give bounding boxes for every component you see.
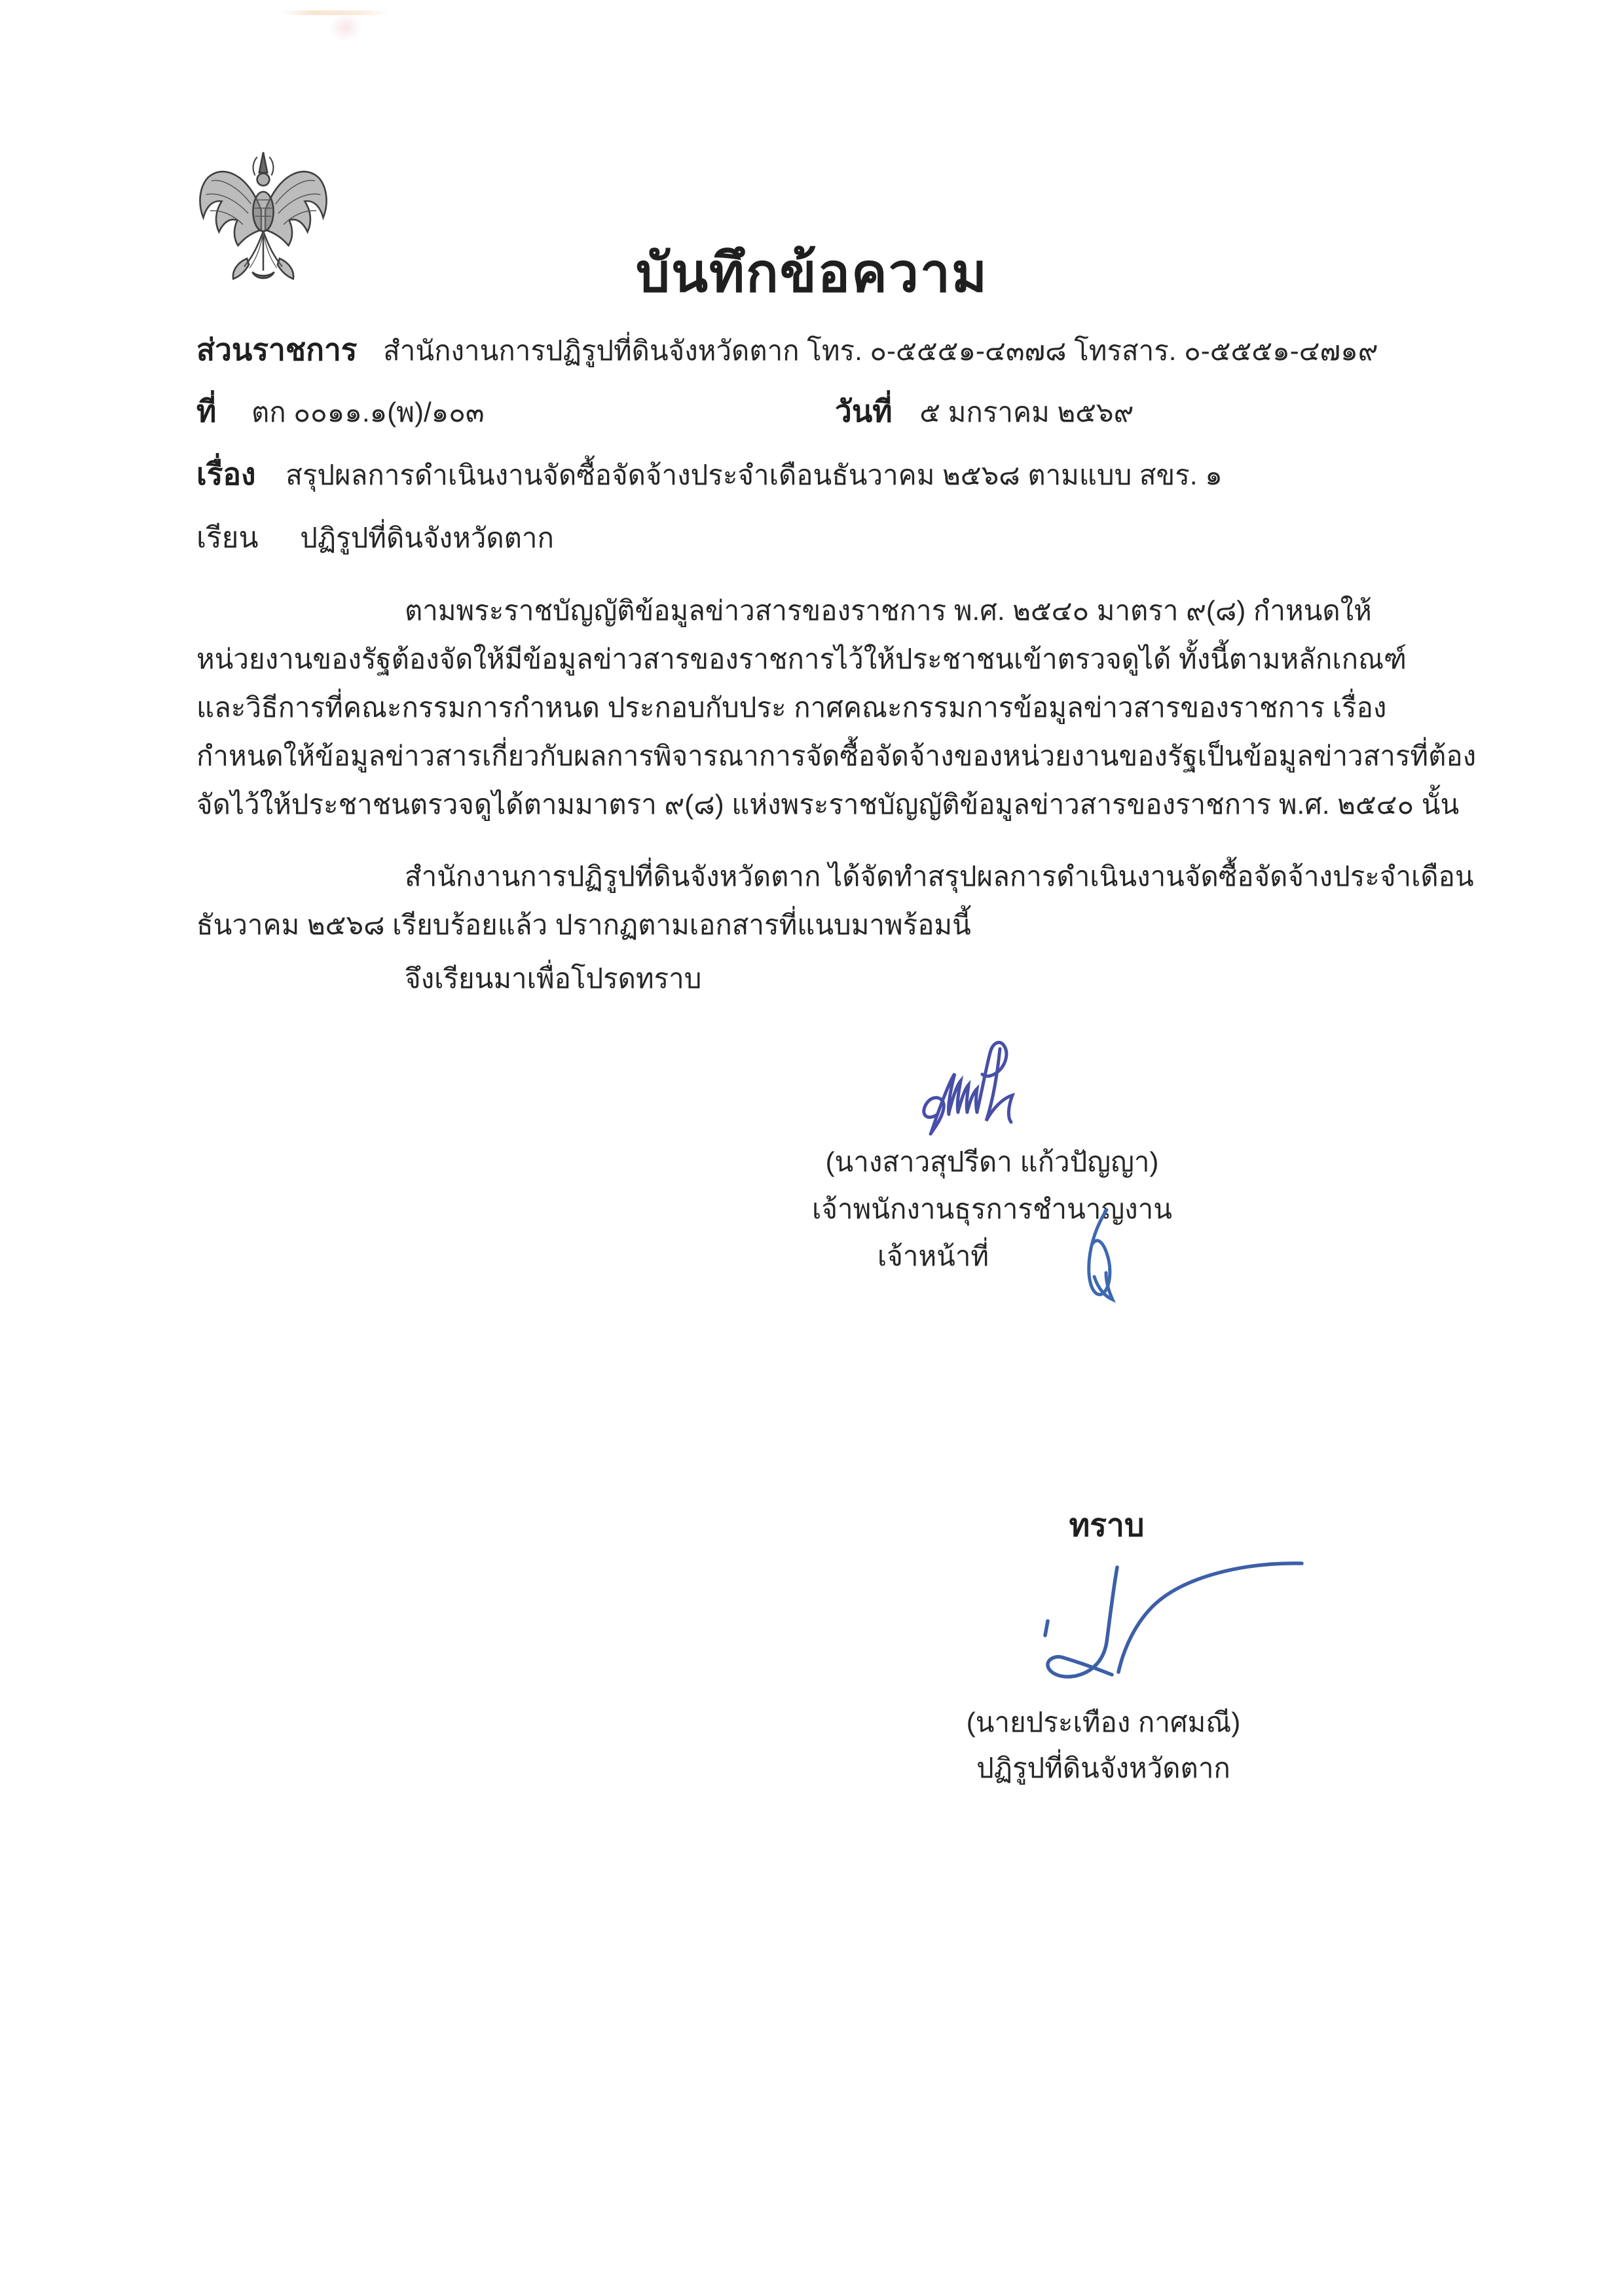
scan-artifact-line [282, 10, 390, 15]
signer1-role: เจ้าหน้าที่ [877, 1241, 989, 1271]
paragraph1-line3: และวิธีการที่คณะกรรมการกำหนด ประกอบกับประ กาศคณะกรรมการข้อมูลข่าวสารของราชการ เรื่อง [196, 692, 1387, 723]
signer2-name: (นายประเทือง กาศมณี) [966, 1707, 1241, 1738]
closing-line: จึงเรียนมาเพื่อโปรดทราบ [405, 963, 702, 994]
memo-title: บันทึกข้อความ [635, 244, 989, 303]
signer1-position: เจ้าพนักงานธุรการชำนาญงาน [812, 1194, 1172, 1224]
signer1-name: (นางสาวสุปรีดา แก้วปัญญา) [825, 1146, 1159, 1177]
date-label: วันที่ [835, 394, 893, 428]
date-line [835, 388, 1134, 435]
signer2-position: ปฏิรูปที่ดินจังหวัดตาก [976, 1753, 1230, 1783]
scan-artifact-smudge [329, 13, 362, 42]
date-value: ๕ มกราคม ๒๕๖๙ [919, 397, 1134, 428]
paragraph1-line4: กำหนดให้ข้อมูลข่าวสารเกี่ยวกับผลการพิจารณาการจัดซื้อจัดจ้างของหน่วยงานของรัฐเป็นข้อมูลข่าวสารที่ต้อง [196, 740, 1477, 771]
acknowledge-label: ทราบ [1069, 1508, 1145, 1543]
signature-1 [912, 1034, 1065, 1146]
doc-number-value: ตก ๐๐๑๑.๑(พ)/๑๐๓ [251, 397, 485, 428]
subject-line [196, 450, 1223, 498]
paragraph2-line2: ธันวาคม ๒๕๖๘ เรียบร้อยแล้ว ปรากฏตามเอกสารที่แนบมาพร้อมนี้ [196, 909, 971, 940]
doc-number-label: ที่ [196, 394, 217, 428]
signature-2-graphic [995, 1544, 1310, 1686]
subject-value: สรุปผลการดำเนินงานจัดซื้อจัดจ้างประจำเดือนธันวาคม ๒๕๖๘ ตามแบบ สขร. ๑ [286, 460, 1223, 490]
signature-initial [1066, 1206, 1139, 1305]
signature-1-graphic [912, 1034, 1065, 1146]
signature-initial-graphic [1066, 1206, 1139, 1305]
paragraph2-line1: สำนักงานการปฏิรูปที่ดินจังหวัดตาก ได้จัดทำสรุปผลการดำเนินงานจัดซื้อจัดจ้างประจำเดือน [405, 861, 1474, 892]
subject-label: เรื่อง [196, 457, 256, 491]
agency-value: สำนักงานการปฏิรูปที่ดินจังหวัดตาก โทร. ๐-๕๕๕๑-๔๓๗๘ โทรสาร. ๐-๕๕๕๑-๔๗๑๙ [383, 335, 1378, 366]
paragraph1-line2: หน่วยงานของรัฐต้องจัดให้มีข้อมูลข่าวสารของราชการไว้ให้ประชาชนเข้าตรวจดูได้ ทั้งนี้ตามหลักเกณฑ์ [196, 644, 1407, 674]
signature-2 [995, 1544, 1310, 1686]
to-value: ปฏิรูปที่ดินจังหวัดตาก [300, 522, 554, 553]
paragraph1-line5: จัดไว้ให้ประชาชนตรวจดูได้ตามมาตรา ๙(๘) แห่งพระราชบัญญัติข้อมูลข่าวสารของราชการ พ.ศ. ๒๕๔๐ นั้น [196, 789, 1460, 820]
to-line [196, 515, 554, 560]
to-label: เรียน [196, 522, 259, 554]
paragraph1-line1: ตามพระราชบัญญัติข้อมูลข่าวสารของราชการ พ.ศ. ๒๕๔๐ มาตรา ๙(๘) กำหนดให้ [405, 595, 1372, 626]
doc-number-line [196, 388, 485, 435]
agency-label: ส่วนราชการ [196, 333, 358, 367]
agency-line [196, 326, 1378, 374]
